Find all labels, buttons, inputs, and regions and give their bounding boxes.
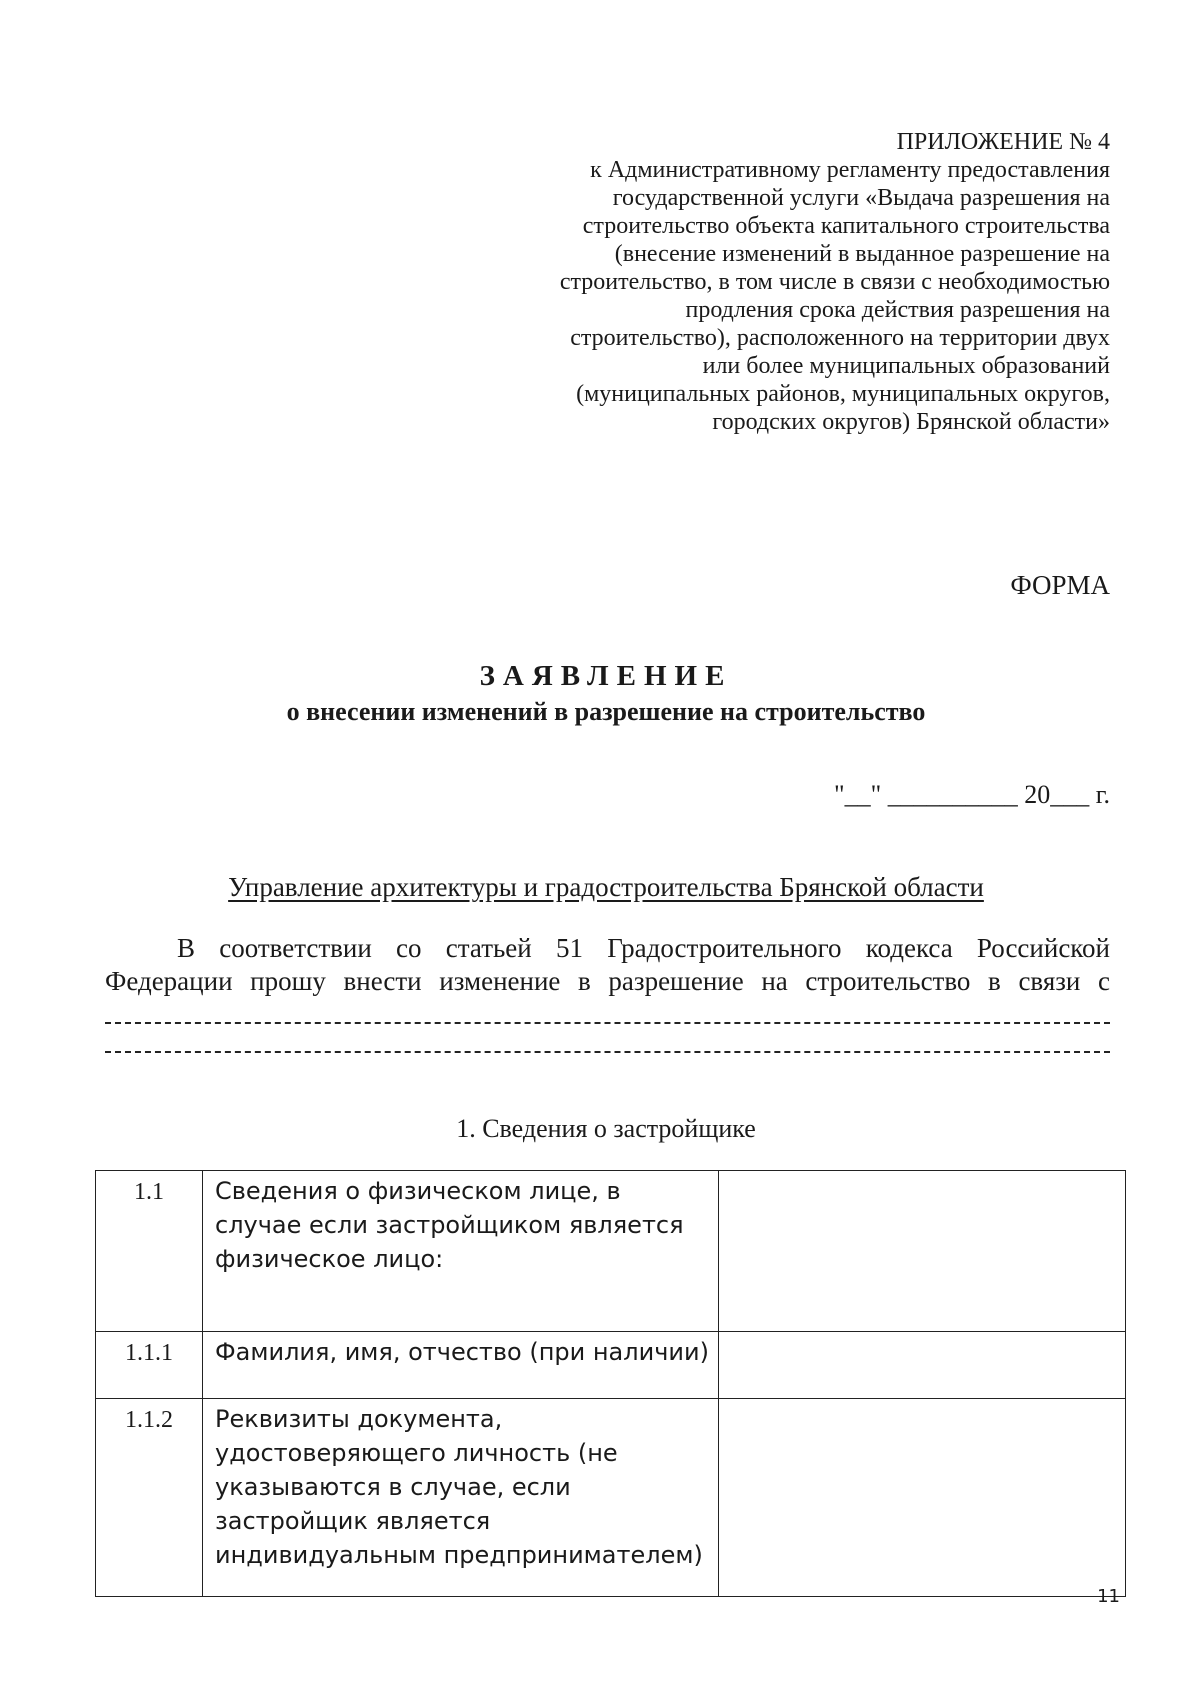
date-field[interactable]: "__" __________ 20___ г. xyxy=(834,780,1110,809)
fill-in-line[interactable] xyxy=(105,1051,1110,1053)
appendix-line: строительство объекта капитального строительства xyxy=(582,213,1110,239)
document-subtitle: о внесении изменений в разрешение на строительство xyxy=(286,697,926,726)
page-number: 11 xyxy=(1097,1586,1120,1607)
request-text: В соответствии со статьей 51 Градостроительного кодекса Российской Федерации прошу внести изменение в разрешение на строительство в связи с xyxy=(105,933,1110,996)
appendix-line: (внесение изменений в выданное разрешение на xyxy=(614,241,1110,267)
appendix-line: строительство, в том числе в связи с необходимостью xyxy=(559,269,1110,295)
document-title: ЗАЯВЛЕНИЕ xyxy=(479,660,733,692)
developer-info-table xyxy=(95,1170,1126,1597)
table-row xyxy=(96,1399,1126,1597)
appendix-line: ПРИЛОЖЕНИЕ № 4 xyxy=(896,129,1110,155)
table-row xyxy=(96,1171,1126,1332)
row-label: Реквизиты документа, удостоверяющего личность (не указываются в случае, если застройщик является индивидуальным предпринимателем) xyxy=(203,1399,719,1597)
table-row xyxy=(96,1332,1126,1399)
appendix-line: продления срока действия разрешения на xyxy=(685,297,1110,323)
appendix-line: государственной услуги «Выдача разрешения на xyxy=(612,185,1110,211)
appendix-header xyxy=(520,128,1110,436)
appendix-line: к Административному регламенту предоставления xyxy=(590,157,1110,183)
row-number: 1.1.1 xyxy=(96,1332,203,1399)
form-label: ФОРМА xyxy=(1010,570,1110,600)
row-number: 1.1.2 xyxy=(96,1399,203,1597)
fill-in-line[interactable] xyxy=(105,1022,1110,1024)
appendix-line: (муниципальных районов, муниципальных округов, xyxy=(576,381,1110,407)
row-value-cell[interactable] xyxy=(719,1171,1126,1332)
row-value-cell[interactable] xyxy=(719,1399,1126,1597)
addressee-authority: Управление архитектуры и градостроительства Брянской области xyxy=(228,872,984,902)
section-title: 1. Сведения о застройщике xyxy=(456,1114,756,1143)
appendix-line: или более муниципальных образований xyxy=(702,353,1110,379)
row-label: Фамилия, имя, отчество (при наличии) xyxy=(203,1332,719,1399)
appendix-line: строительство), расположенного на территории двух xyxy=(570,325,1110,351)
row-number: 1.1 xyxy=(96,1171,203,1332)
request-paragraph xyxy=(105,932,1110,998)
row-value-cell[interactable] xyxy=(719,1332,1126,1399)
row-label: Сведения о физическом лице, в случае если застройщиком является физическое лицо: xyxy=(203,1171,719,1332)
appendix-line: городских округов) Брянской области» xyxy=(712,409,1110,435)
